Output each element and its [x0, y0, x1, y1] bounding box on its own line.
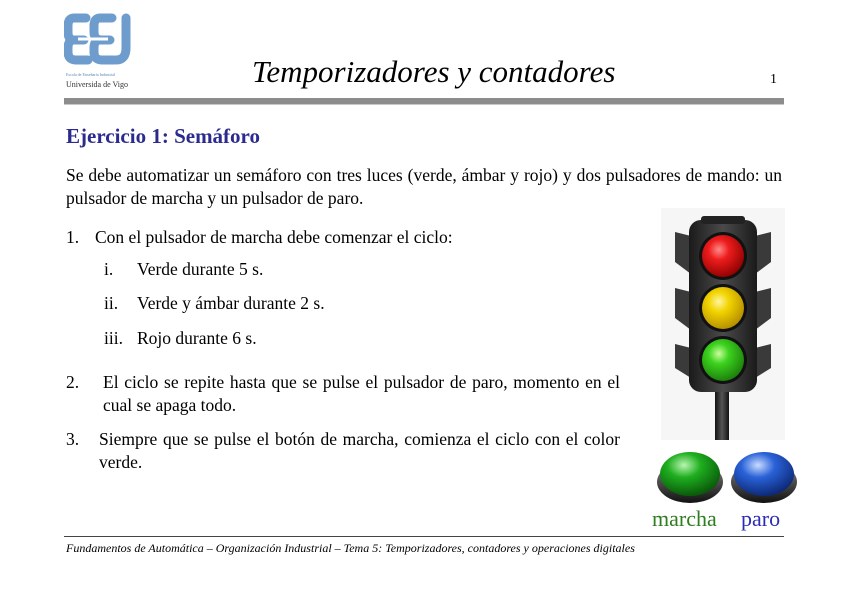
logo-subtitle: Escola de Enxeñaría Industrial [66, 72, 115, 77]
logo-university-name: Universida de Vigo [66, 80, 129, 89]
sub-list-item-text: Rojo durante 6 s. [137, 328, 257, 348]
red-light [702, 235, 744, 277]
traffic-light-icon [661, 208, 785, 440]
university-logo [64, 10, 144, 90]
intro-paragraph: Se debe automatizar un semáforo con tres luces (verde, ámbar y rojo) y dos pulsadores de mando: un pulsador de marcha y un pulsador de paro. [66, 165, 782, 208]
footer-divider [64, 536, 784, 537]
paro-button-icon [730, 448, 798, 504]
page-number: 1 [770, 72, 777, 87]
sub-list-item-text: Verde durante 5 s. [137, 259, 264, 279]
amber-light [702, 287, 744, 329]
section-title: Ejercicio 1: Semáforo [66, 124, 260, 148]
sub-list-item [104, 328, 257, 349]
list-item-number: 2. [66, 372, 80, 392]
sub-list-item-number: i. [104, 259, 114, 279]
sub-list-item [104, 259, 263, 280]
green-light [702, 339, 744, 381]
marcha-button-icon [656, 448, 724, 504]
sub-list-item-number: ii. [104, 293, 119, 313]
sub-list-item-number: iii. [104, 328, 123, 348]
list-item-text: El ciclo se repite hasta que se pulse el pulsador de paro, momento en el cual se apaga todo. [103, 372, 620, 415]
footer-text: Fundamentos de Automática – Organización Industrial – Tema 5: Temporizadores, contadores y operaciones digitales [66, 541, 635, 555]
list-item-number: 1. [66, 227, 80, 247]
paro-label: paro [741, 506, 781, 531]
page-title: Temporizadores y contadores [252, 54, 616, 89]
list-item-number: 3. [66, 429, 80, 449]
list-item-text: Siempre que se pulse el botón de marcha, comienza el ciclo con el color verde. [99, 429, 620, 472]
marcha-label: marcha [652, 506, 717, 531]
sub-list-item-text: Verde y ámbar durante 2 s. [137, 293, 325, 313]
header-divider-shadow [64, 104, 784, 105]
list-item-text: Con el pulsador de marcha debe comenzar el ciclo: [95, 227, 453, 247]
sub-list-item [104, 293, 325, 314]
